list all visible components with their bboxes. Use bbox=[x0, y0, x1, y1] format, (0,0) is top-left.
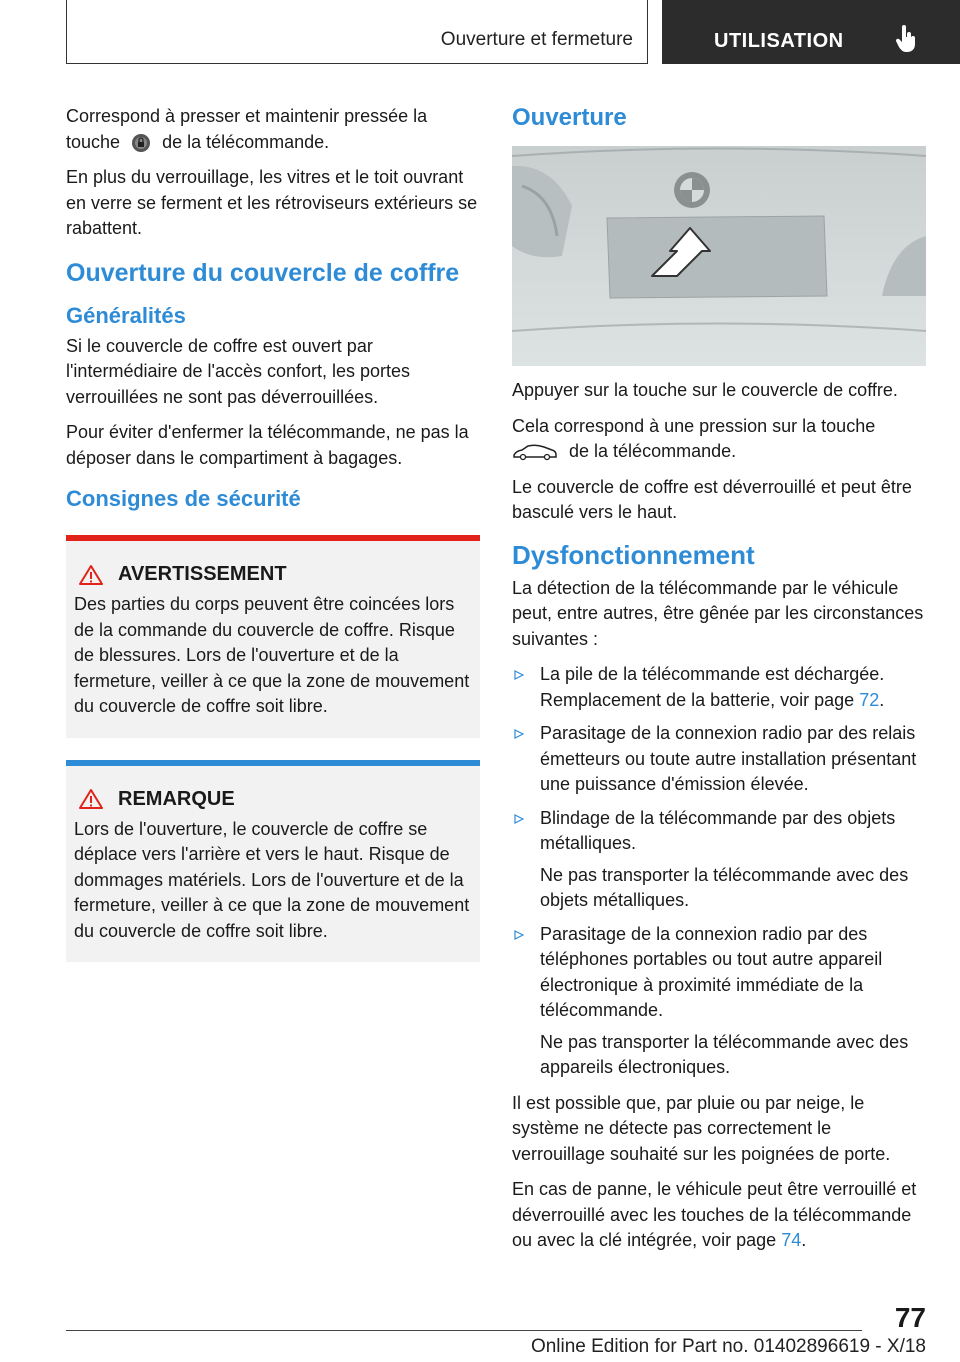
page-link-74[interactable]: 74 bbox=[781, 1230, 802, 1250]
footer-divider bbox=[66, 1330, 862, 1331]
page-number: 77 bbox=[894, 1302, 926, 1333]
general-paragraph-2: Pour éviter d'enfermer la télécommande, ne pas la déposer dans le compartiment à bagages. bbox=[66, 422, 469, 468]
list-item-note: Ne pas transporter la télécommande avec des appareils électroniques. bbox=[540, 1031, 909, 1077]
press-button-paragraph: Appuyer sur la touche sur le couvercle de coffre. bbox=[512, 380, 898, 400]
notice-box bbox=[66, 760, 480, 963]
lock-button-icon bbox=[131, 133, 151, 153]
emergency-paragraph: En cas de panne, le véhicule peut être verrouillé et déverrouillé avec les touches de la télécommande ou avec la clé intégrée, voir page 74. bbox=[512, 1179, 917, 1250]
chapter-title: UTILISATION bbox=[714, 30, 844, 52]
warning-text: Des parties du corps peuvent être coincées lors de la commande du couvercle de coffre. Risque de blessures. Lors de l'ouverture et de la fermeture, veiller à ce que la zone de mouvement du couvercle de coffre soit libre. bbox=[74, 594, 470, 716]
notice-text: Lors de l'ouverture, le couvercle de coffre se déplace vers l'arrière et vers le haut. Risque de dommages matériels. Lors de l'ouverture et de la fermeture, veiller à ce que la zone de mouvement du couvercle de coffre soit libre. bbox=[74, 818, 470, 941]
malfunction-list bbox=[512, 662, 926, 1081]
header-section-box bbox=[66, 0, 648, 64]
list-item: Blindage de la télécommande par des objets métalliques. Ne pas transporter la télécommande avec des objets métalliques. bbox=[512, 806, 926, 914]
remote-correspondence-paragraph: Cela correspond à une pression sur la touche de la télécommande. bbox=[512, 415, 876, 461]
heading-general: Généralités bbox=[66, 302, 186, 328]
trunk-button-illustration bbox=[512, 146, 926, 366]
rain-paragraph: Il est possible que, par pluie ou par neige, le système ne détecte pas correctement le verrouillage souhaité sur les poignées de porte. bbox=[512, 1092, 891, 1164]
heading-opening: Ouverture bbox=[512, 104, 627, 131]
bullet-arrow-icon bbox=[514, 670, 524, 680]
list-item: Parasitage de la connexion radio par des relais émetteurs ou toute autre installation présentant une puissance d'émission élevée. bbox=[512, 721, 926, 798]
bullet-arrow-icon bbox=[514, 729, 524, 739]
warning-triangle-icon bbox=[78, 564, 104, 586]
list-item: La pile de la télécommande est déchargée. Remplacement de la batterie, voir page 72. bbox=[512, 662, 926, 713]
section-title: Ouverture et fermeture bbox=[440, 29, 633, 50]
footer-edition: Online Edition for Part no. 01402896619 - X/18 bbox=[530, 1336, 926, 1357]
left-column bbox=[66, 104, 480, 962]
right-column bbox=[512, 104, 926, 1264]
list-item: Parasitage de la connexion radio par des téléphones portables ou tout autre appareil électronique à proximité immédiate de la télécommande. Ne pas transporter la télécommande avec des appareils électroniques. bbox=[512, 922, 926, 1081]
unlocked-paragraph: Le couvercle de coffre est déverrouillé et peut être basculé vers le haut. bbox=[512, 476, 912, 522]
malfunction-intro: La détection de la télécommande par le véhicule peut, entre autres, être gênée par les circonstances suivantes : bbox=[512, 577, 924, 649]
heading-safety: Consignes de sécurité bbox=[66, 486, 301, 511]
heading-malfunction: Dysfonctionnement bbox=[512, 539, 755, 570]
locking-paragraph: En plus du verrouillage, les vitres et le toit ouvrant en verre se ferment et les rétroviseurs extérieurs se rabattent. bbox=[66, 167, 478, 238]
list-item-note: Ne pas transporter la télécommande avec des objets métalliques. bbox=[540, 864, 909, 910]
page-link-72[interactable]: 72 bbox=[859, 689, 880, 710]
warning-title: AVERTISSEMENT bbox=[74, 563, 472, 586]
warning-box bbox=[66, 535, 480, 738]
car-trunk-icon bbox=[512, 443, 558, 461]
bullet-arrow-icon bbox=[514, 930, 524, 940]
notice-title: REMARQUE bbox=[74, 788, 472, 811]
header-chapter-tab bbox=[662, 0, 960, 64]
general-paragraph-1: Si le couvercle de coffre est ouvert par l'intermédiaire de l'accès confort, les portes verrouillées ne sont pas déverrouillées. bbox=[66, 335, 411, 407]
bullet-arrow-icon bbox=[514, 814, 524, 824]
warning-triangle-icon bbox=[78, 788, 104, 810]
heading-trunk-opening: Ouverture du couvercle de coffre bbox=[66, 258, 460, 287]
intro-paragraph: Correspond à presser et maintenir pressée la touche de la télécommande. bbox=[66, 106, 428, 152]
hand-pointer-icon bbox=[895, 25, 919, 53]
